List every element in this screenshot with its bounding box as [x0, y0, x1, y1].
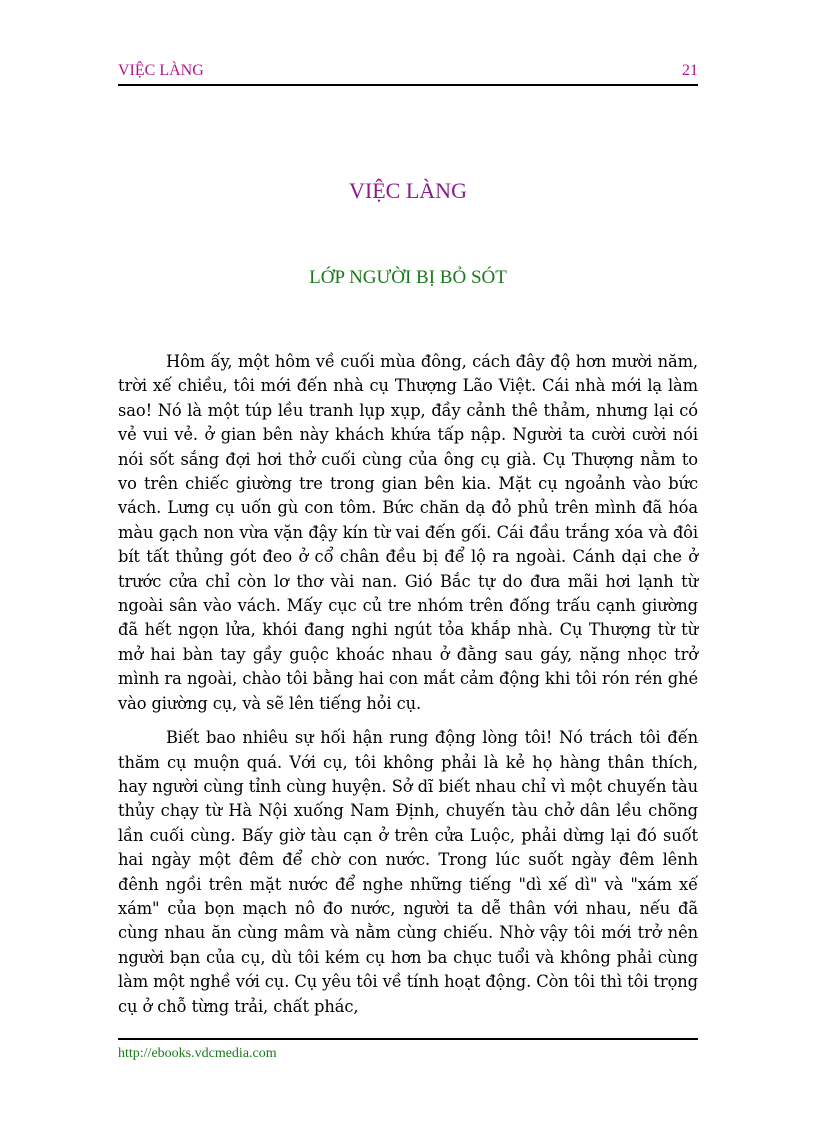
footer-divider — [118, 1038, 698, 1040]
footer-link[interactable]: http://ebooks.vdcmedia.com — [118, 1046, 277, 1061]
chapter-title: VIỆC LÀNG — [349, 178, 467, 203]
body-text — [118, 350, 698, 1029]
page-number: 21 — [682, 62, 698, 79]
header-title: VIỆC LÀNG — [118, 62, 204, 79]
running-header — [118, 60, 698, 86]
section-title: LỚP NGƯỜI BỊ BỎ SÓT — [309, 267, 507, 288]
paragraph-1: Hôm ấy, một hôm về cuối mùa đông, cách đây độ hơn mười năm, trời xế chiều, tôi mới đến nhà cụ Thượng Lão Việt. Cái nhà mới lạ làm sao! Nó là một túp lều tranh lụp xụp, đầy cảnh thê thảm, nhưng lại có vẻ vui vẻ. ở gian bên này khách khứa tấp nập. Người ta cười cười nói nói sốt sắng đợi hơi thở cuối cùng của ông cụ già. Cụ Thượng nằm to vo trên chiếc giường tre trong gian bên kia. Mặt cụ ngoảnh vào bức vách. Lưng cụ uốn gù con tôm. Bức chăn dạ đỏ phủ trên mình đã hóa màu gạch non vừa vặn đậy kín từ vai đến gối. Cái đầu trắng xóa và đôi bít tất thủng gót đeo ở cổ chân đều bị để lộ ra ngoài. Cánh dại che ở trước cửa chỉ còn lơ thơ vài nan. Gió Bắc tự do đưa mãi hơi lạnh từ ngoài sân vào vách. Mấy cục củ tre nhóm trên đống trấu cạnh giường đã hết ngọn lửa, khói đang nghi ngút tỏa khắp nhà. Cụ Thượng từ từ mở hai bàn tay gầy guộc khoác nhau ở đằng sau gáy, nặng nhọc trở mình ra ngoài, chào tôi bằng hai con mắt cảm động khi tôi rón rén ghé vào giường cụ, và sẽ lên tiếng hỏi cụ. — [118, 352, 698, 713]
paragraph-2: Biết bao nhiêu sự hối hận rung động lòng tôi! Nó trách tôi đến thăm cụ muộn quá. Với cụ, tôi không phải là kẻ họ hàng thân thích, hay người cùng tỉnh cùng huyện. Sở dĩ biết nhau chỉ vì một chuyến tàu thủy chạy từ Hà Nội xuống Nam Định, chuyến tàu chở dân lều chõng lần cuối cùng. Bấy giờ tàu cạn ở trên cửa Luộc, phải dừng lại đó suốt hai ngày một đêm để chờ con nước. Trong lúc suốt ngày đêm lênh đênh ngồi trên mặt nước để nghe những tiếng "dì xế dì" và "xám xế xám" của bọn mạch nô đo nước, người ta dễ thân với nhau, nếu đã cùng nhau ăn cùng mâm và nằm cùng chiếu. Nhờ vậy tôi mới trở nên người bạn của cụ, dù tôi kém cụ hơn ba chục tuổi và không phải cùng làm một nghề với cụ. Cụ yêu tôi về tính hoạt động. Còn tôi thì tôi trọng cụ ở chỗ từng trải, chất phác, — [118, 728, 698, 1016]
